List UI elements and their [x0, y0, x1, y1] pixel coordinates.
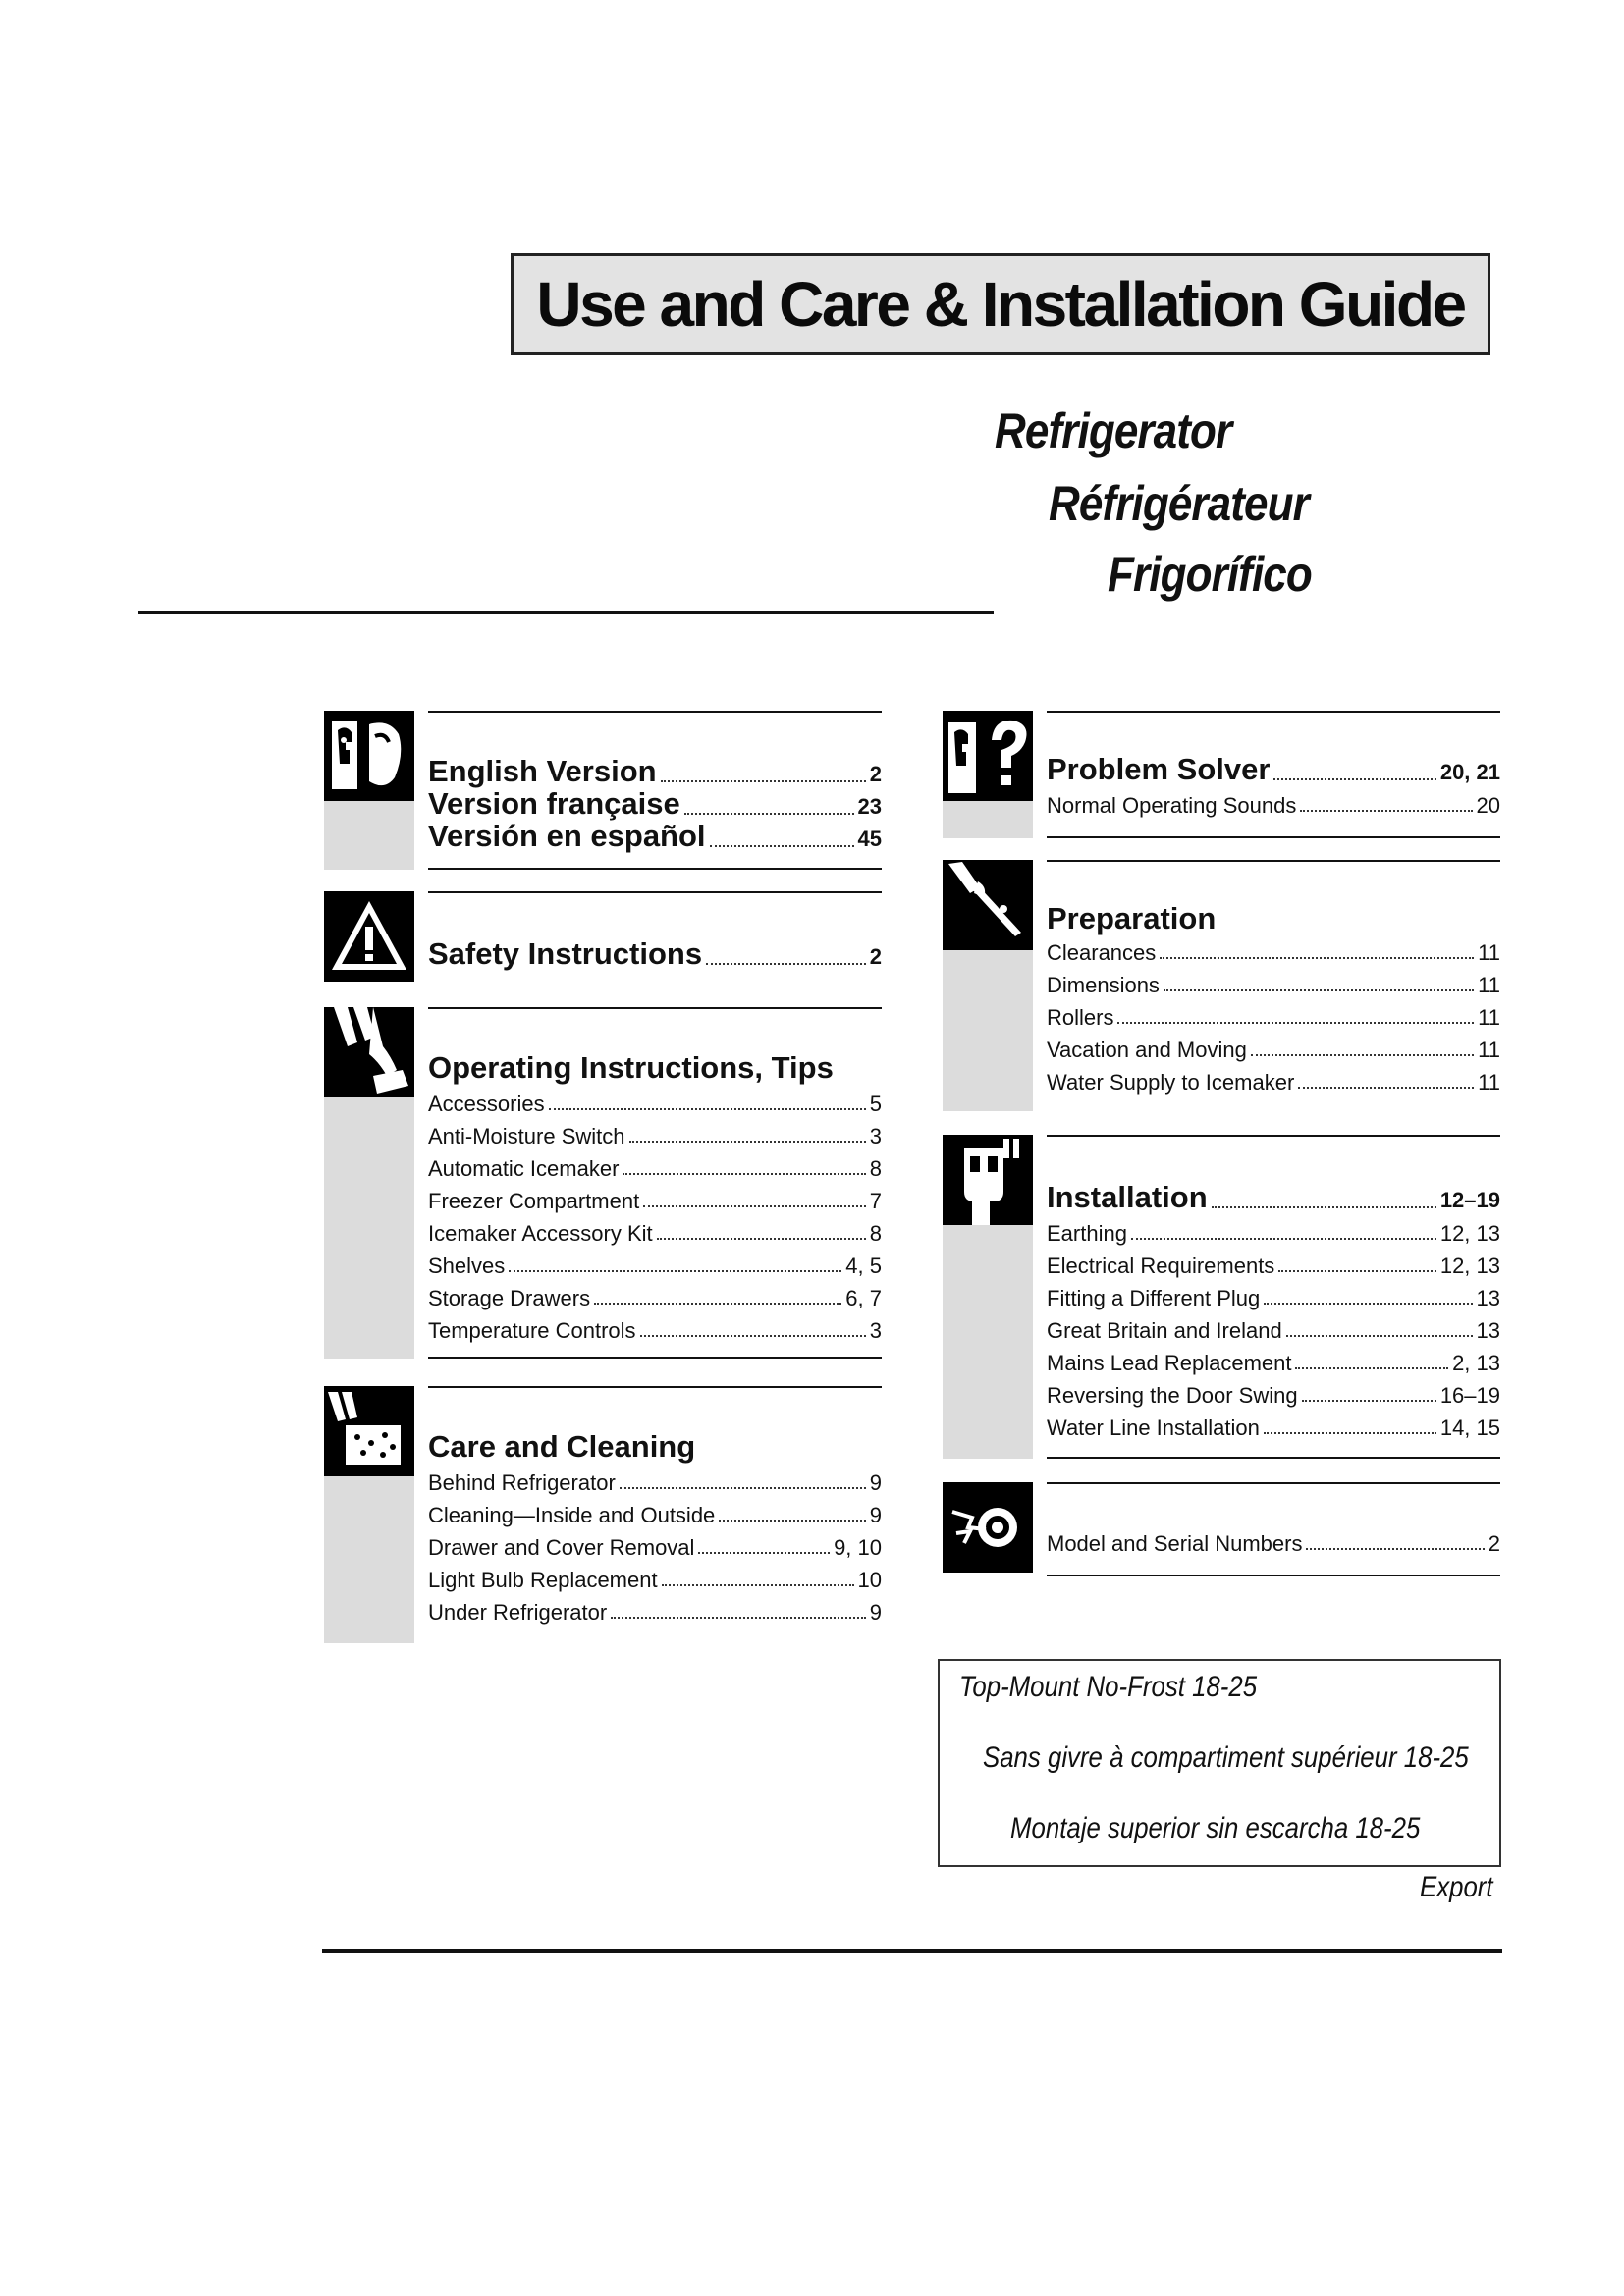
- question-face-icon: [943, 711, 1033, 801]
- toc-item[interactable]: Great Britain and Ireland 13: [1047, 1318, 1500, 1343]
- toc-section-model-serial: [943, 1482, 1500, 1576]
- toc-item[interactable]: Freezer Compartment 7: [428, 1189, 882, 1213]
- toc-section-operating: [324, 1007, 882, 1359]
- care-heading: Care and Cleaning: [428, 1429, 696, 1464]
- toc-item[interactable]: Water Line Installation 14, 15: [1047, 1415, 1500, 1440]
- person-speaking-icon: [324, 711, 414, 801]
- toc-item[interactable]: Rollers 11: [1047, 1005, 1500, 1030]
- model-info-box: [938, 1659, 1501, 1867]
- model-line-french: Sans givre à compartiment supérieur 18-25: [983, 1741, 1469, 1774]
- model-label-icon: [943, 1482, 1033, 1573]
- toc-entry-installation[interactable]: Installation 12–19: [1047, 1180, 1500, 1214]
- toc-item[interactable]: Cleaning—Inside and Outside 9: [428, 1503, 882, 1527]
- hand-sponge-icon: [324, 1386, 414, 1476]
- toc-entry-problem-solver[interactable]: Problem Solver 20, 21: [1047, 752, 1500, 786]
- toc-item[interactable]: Normal Operating Sounds 20: [1047, 793, 1500, 818]
- toc-item[interactable]: Accessories 5: [428, 1092, 882, 1116]
- preparation-heading: Preparation: [1047, 901, 1217, 935]
- electric-plug-icon: [943, 1135, 1033, 1225]
- toc-item[interactable]: Temperature Controls 3: [428, 1318, 882, 1343]
- toc-item[interactable]: Mains Lead Replacement 2, 13: [1047, 1351, 1500, 1375]
- toc-item[interactable]: Storage Drawers 6, 7: [428, 1286, 882, 1310]
- toc-section-problem-solver: [943, 711, 1500, 838]
- toc-item[interactable]: Model and Serial Numbers 2: [1047, 1531, 1500, 1556]
- toc-item[interactable]: Reversing the Door Swing 16–19: [1047, 1383, 1500, 1408]
- model-line-english: Top-Mount No-Frost 18-25: [959, 1671, 1258, 1703]
- toc-section-safety: [324, 891, 882, 986]
- toc-item[interactable]: Vacation and Moving 11: [1047, 1038, 1500, 1062]
- toc-section-languages: [324, 711, 882, 870]
- toc-item[interactable]: Behind Refrigerator 9: [428, 1470, 882, 1495]
- toc-entry-french[interactable]: Version française 23: [428, 786, 882, 821]
- toc-item[interactable]: Icemaker Accessory Kit 8: [428, 1221, 882, 1246]
- toc-item[interactable]: Electrical Requirements 12, 13: [1047, 1254, 1500, 1278]
- toc-section-installation: [943, 1135, 1500, 1459]
- model-line-spanish: Montaje superior sin escarcha 18-25: [1010, 1812, 1421, 1844]
- toc-section-preparation: [943, 860, 1500, 1111]
- toc-item[interactable]: Water Supply to Icemaker 11: [1047, 1070, 1500, 1095]
- toc-item[interactable]: Drawer and Cover Removal 9, 10: [428, 1535, 882, 1560]
- toc-item[interactable]: Dimensions 11: [1047, 973, 1500, 997]
- footer-rule: [322, 1949, 1502, 1953]
- toc-item[interactable]: Automatic Icemaker 8: [428, 1156, 882, 1181]
- toc-item[interactable]: Under Refrigerator 9: [428, 1600, 882, 1625]
- toc-item[interactable]: Clearances 11: [1047, 940, 1500, 965]
- toc-item[interactable]: Earthing 12, 13: [1047, 1221, 1500, 1246]
- finger-pressing-icon: [324, 1007, 414, 1097]
- toc-item[interactable]: Anti-Moisture Switch 3: [428, 1124, 882, 1148]
- operating-heading: Operating Instructions, Tips: [428, 1050, 834, 1085]
- export-label: Export: [1420, 1871, 1493, 1903]
- screwdriver-hand-icon: [943, 860, 1033, 950]
- toc-section-care: [324, 1386, 882, 1643]
- toc-entry-spanish[interactable]: Versión en español 45: [428, 819, 882, 853]
- toc-entry-english[interactable]: English Version 2: [428, 754, 882, 788]
- subtitle-french: Réfrigérateur: [1049, 476, 1309, 531]
- toc-item[interactable]: Fitting a Different Plug 13: [1047, 1286, 1500, 1310]
- subtitle-spanish: Frigorífico: [1108, 547, 1312, 602]
- header-rule: [138, 611, 994, 614]
- warning-triangle-icon: [324, 891, 414, 982]
- toc-entry-safety[interactable]: Safety Instructions 2: [428, 936, 882, 971]
- toc-item[interactable]: Light Bulb Replacement 10: [428, 1568, 882, 1592]
- subtitle-english: Refrigerator: [995, 403, 1232, 458]
- toc-item[interactable]: Shelves 4, 5: [428, 1254, 882, 1278]
- guide-title: Use and Care & Installation Guide: [536, 269, 1465, 340]
- guide-title-box: [511, 253, 1490, 355]
